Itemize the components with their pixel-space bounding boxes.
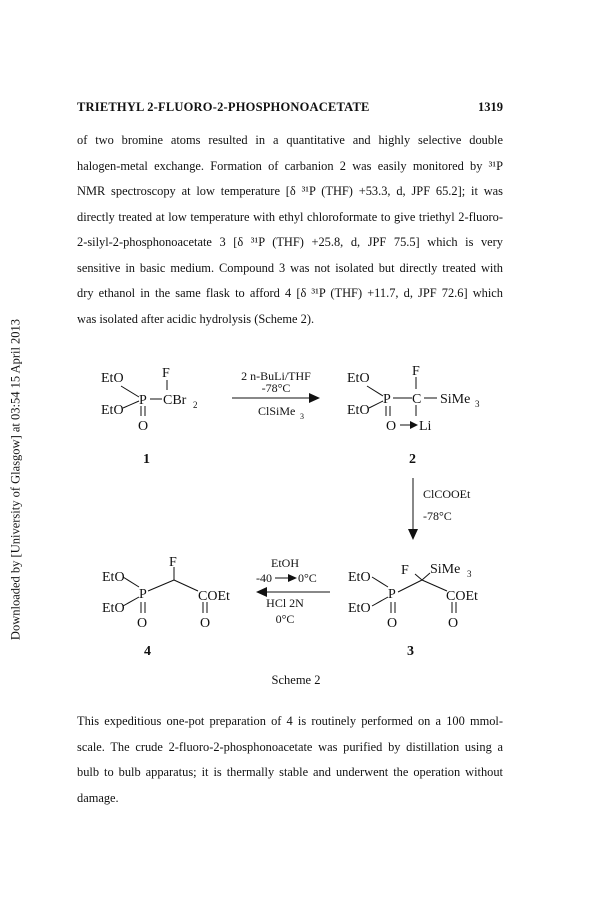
text-line: sensitive in basic medium. Compound 3 was not isolated but directly treated with bbox=[77, 260, 503, 275]
arrow-head-down bbox=[408, 529, 418, 540]
oxygen: O bbox=[386, 419, 397, 434]
compound-label-2: 2 bbox=[409, 452, 416, 467]
sime-group: SiMe bbox=[440, 392, 471, 407]
eto-bottom: EtO bbox=[102, 601, 125, 616]
text-line: NMR spectroscopy at low temperature [δ ³¹P (THF) +53.3, d, JPF 65.2]; it was bbox=[77, 184, 503, 198]
condition-line: 0°C bbox=[298, 571, 317, 585]
oxygen: O bbox=[200, 616, 211, 631]
phosphorus: P bbox=[139, 587, 147, 602]
sime-group: SiMe bbox=[430, 562, 461, 577]
lithium: Li bbox=[419, 419, 432, 434]
oxygen: O bbox=[137, 616, 148, 631]
eto-bottom: EtO bbox=[347, 403, 370, 418]
condition-line: -78°C bbox=[261, 381, 291, 395]
text-line: damage. bbox=[77, 790, 119, 805]
text-line: dry ethanol in the same flask to afford 4 [δ ³¹P (THF) +11.7, d, JPF 72.6] which bbox=[77, 286, 503, 300]
scheme-caption: Scheme 2 bbox=[271, 673, 321, 687]
oxygen: O bbox=[387, 616, 398, 631]
text-line: directly treated at low temperature with ethyl chloroformate to give triethyl 2-fluoro- bbox=[77, 209, 503, 224]
fluorine: F bbox=[401, 563, 409, 578]
compound-label-1: 1 bbox=[143, 452, 150, 467]
fluorine: F bbox=[412, 364, 420, 379]
coet-group: COEt bbox=[446, 589, 478, 604]
carbanion-carbon: C bbox=[412, 392, 422, 407]
oxygen: O bbox=[448, 616, 459, 631]
condition-line: -40 bbox=[256, 571, 272, 585]
eto-top: EtO bbox=[102, 570, 125, 585]
text-line: halogen-metal exchange. Formation of carbanion 2 was easily monitored by ³¹P bbox=[77, 158, 503, 173]
text-line: of two bromine atoms resulted in a quantitative and highly selective double bbox=[77, 133, 503, 147]
coet-group: COEt bbox=[198, 589, 230, 604]
compound-label-3: 3 bbox=[407, 644, 414, 659]
phosphorus: P bbox=[383, 392, 391, 407]
running-title: TRIETHYL 2-FLUORO-2-PHOSPHONOACETATE bbox=[77, 100, 370, 114]
eto-bottom: EtO bbox=[101, 403, 124, 418]
text-line: scale. The crude 2-fluoro-2-phosphonoacetate was purified by distillation using a bbox=[77, 739, 503, 754]
reagent-line: EtOH bbox=[271, 556, 299, 570]
text-line: was isolated after acidic hydrolysis (Scheme 2). bbox=[77, 311, 315, 326]
phosphorus: P bbox=[388, 587, 396, 602]
fluorine: F bbox=[162, 366, 170, 381]
eto-top: EtO bbox=[348, 570, 371, 585]
reagent-line: ClCOOEt bbox=[423, 487, 471, 501]
arrow-head-right bbox=[309, 393, 320, 403]
text-line: bulb to bulb apparatus; it is thermally stable and underwent the operation without bbox=[77, 765, 503, 779]
subscript: 2 bbox=[193, 400, 198, 410]
phosphorus: P bbox=[139, 393, 147, 408]
cbr-group: CBr bbox=[163, 393, 187, 408]
text-line: 2-silyl-2-phosphonoacetate 3 [δ ³¹P (THF) +25.8, d, JPF 75.5] which is very bbox=[77, 235, 503, 249]
subscript: 3 bbox=[467, 569, 472, 579]
eto-top: EtO bbox=[347, 371, 370, 386]
page-number: 1319 bbox=[478, 100, 503, 114]
reagent-line: ClSiMe bbox=[258, 404, 296, 418]
eto-top: EtO bbox=[101, 371, 124, 386]
condition-line: -78°C bbox=[423, 509, 452, 523]
paragraph-2 bbox=[77, 709, 503, 811]
fluorine: F bbox=[169, 555, 177, 570]
reagent-line: 2 n-BuLi/THF bbox=[241, 369, 311, 383]
oxygen: O bbox=[138, 419, 149, 434]
compound-label-4: 4 bbox=[144, 644, 151, 659]
subscript: 3 bbox=[300, 412, 304, 421]
eto-bottom: EtO bbox=[348, 601, 371, 616]
arrow-head-li bbox=[410, 421, 418, 429]
download-watermark: Downloaded by [University of Glasgow] at 03:54 15 April 2013 bbox=[8, 318, 23, 641]
reagent-line: HCl 2N bbox=[266, 596, 304, 610]
text-line: This expeditious one-pot preparation of 4 is routinely performed on a 100 mmol- bbox=[77, 714, 503, 728]
arrow-head-small bbox=[288, 574, 297, 582]
condition-line: 0°C bbox=[275, 612, 295, 626]
subscript: 3 bbox=[475, 399, 480, 409]
